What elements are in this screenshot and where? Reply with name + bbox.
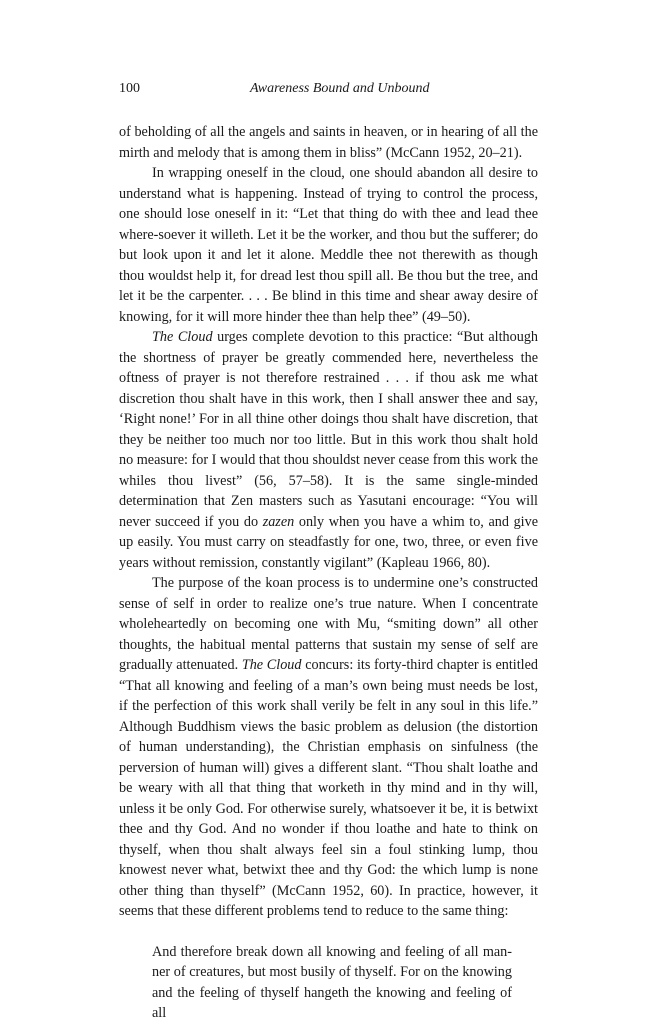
- text-span: of beholding of all the angels and saints in heaven, or in hearing of all the mirth and melody that is among them in bliss” (McCann 1952, 20–21).: [119, 124, 538, 161]
- page-number: 100: [119, 81, 140, 96]
- paragraph-list: [119, 122, 538, 922]
- block-quote: And therefore break down all knowing and feeling of all man-ner of creatures, but most busily of thyself. For on the knowing and the feeling of thyself hangeth the knowing and feeling of all: [152, 943, 512, 1021]
- paragraph: [119, 573, 538, 922]
- italic-span: The Cloud: [241, 657, 302, 673]
- italic-span: The Cloud: [152, 329, 213, 345]
- text-span: In wrapping oneself in the cloud, one should abandon all desire to understand what is happening. Instead of trying to control the process, one should lose oneself in it: “Let that thing do with thee and lead thee where-soever it willeth. Let it be the worker, and thou but the sufferer; do but look upon it and let it alone. Meddle thee not therewith as though thou wouldst help it, for dread lest thou spill all. Be thou but the tree, and let it be the carpenter. . . . Be blind in this time and shear away desire of knowing, for it will more hinder thee than help thee” (49–50).: [119, 165, 538, 325]
- text-span: The purpose of the koan process is to undermine one’s constructed sense of self in order to realize one’s true nature. When I concentrate wholeheartedly on becoming one with Mu, “smiting down” all other thoughts, the habitual mental patterns that sustain my sense of self are gradually attenuated.: [119, 575, 538, 673]
- paragraph: [119, 163, 538, 327]
- italic-span: zazen: [262, 513, 295, 530]
- paragraph: [119, 327, 538, 573]
- text-span: urges complete devotion to this practice: “But although the shortness of prayer be greatly commended here, nevertheless the oftness of prayer is not therefore restrained . . . if thou ask me what discretion thou shalt have in this work, then I shall answer thee and say, ‘Right none!’ For in all thine other doings thou shalt have discretion, that they be neither too much nor too little. But in this work thou shalt hold no measure: for I would that thou shouldst never cease from this work the whiles thou livest” (56, 57–58). It is the same single-minded determination that Zen masters such as Yasutani encourage: “You will never succeed if you do: [119, 329, 539, 530]
- body-text: [119, 122, 538, 1024]
- text-span: only when you have a whim to, and give up easily. You must carry on steadfastly for one, two, three, or even five years without remission, constantly vigilant” (Kapleau 1966, 80).: [119, 513, 538, 571]
- running-head: Awareness Bound and Unbound: [250, 81, 430, 96]
- paragraph: [119, 122, 538, 163]
- text-span: concurs: its forty-third chapter is entitled “That all knowing and feeling of a man’s own being must needs be lost, if the perfection of this work shall verily be felt in any soul in this life.” Although Buddhism views the basic problem as delusion (the distortion of human understanding), the Christian emphasis on sinfulness (the perversion of human will) gives a different slant. “Thou shalt loathe and be weary with all that thing that worketh in thy mind and in thy will, unless it be only God. For otherwise surely, whatsoever it be, it is betwixt thee and thy God. And no wonder if thou loathe and hate to think on thyself, when thou shalt always feel sin a foul stinking lump, thou knowest never what, betwixt thee and thy God: the which lump is none other thing than thyself” (McCann 1952, 60). In practice, however, it seems that these different problems tend to reduce to the same thing:: [119, 657, 539, 919]
